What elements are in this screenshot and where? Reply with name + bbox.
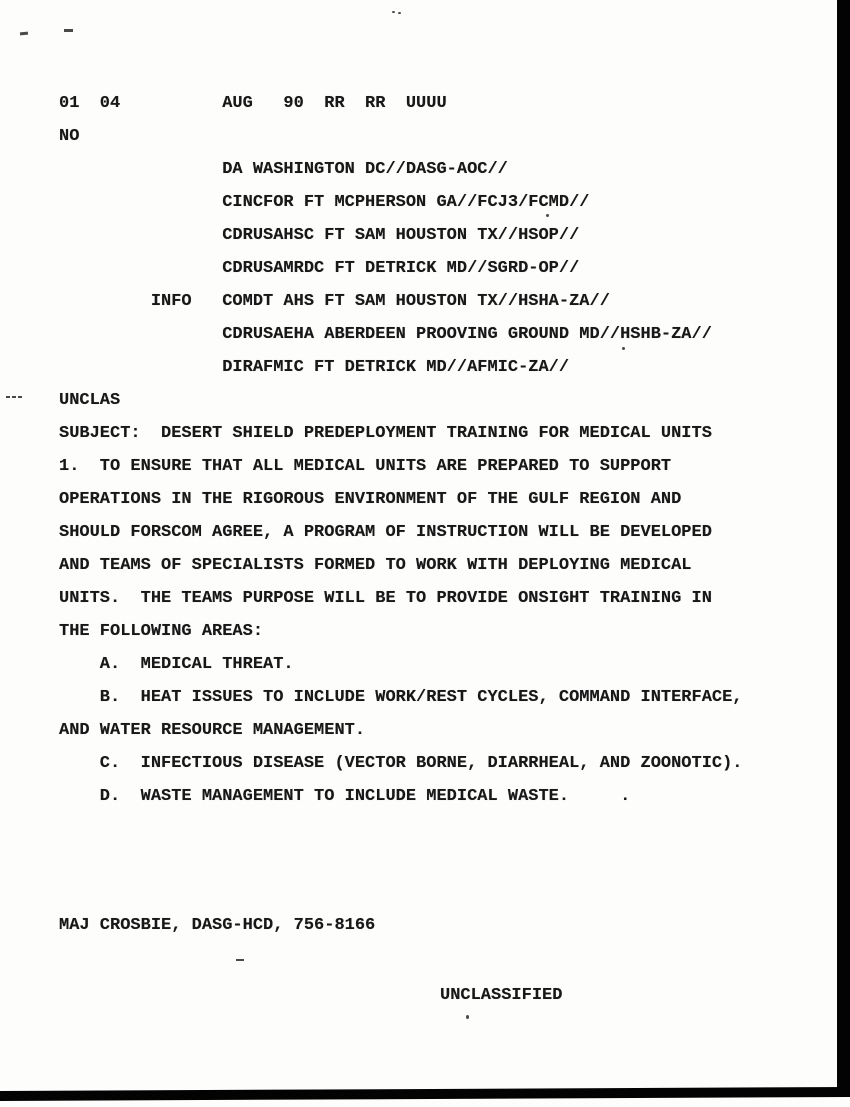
addressee-line-cdrusamrdc: CDRUSAMRDC FT DETRICK MD//SGRD-OP//: [59, 259, 580, 278]
addressee-line-cdrusahsc: CDRUSAHSC FT SAM HOUSTON TX//HSOP//: [59, 226, 580, 245]
body-paragraph-1-line-1: 1. TO ENSURE THAT ALL MEDICAL UNITS ARE PREPARED TO SUPPORT: [59, 457, 672, 476]
body-paragraph-1-line-6: THE FOLLOWING AREAS:: [59, 622, 264, 641]
subpara-c-line: C. INFECTIOUS DISEASE (VECTOR BORNE, DIARRHEAL, AND ZOONOTIC).: [59, 754, 743, 773]
body-paragraph-1-line-5: UNITS. THE TEAMS PURPOSE WILL BE TO PROVIDE ONSIGHT TRAINING IN: [59, 589, 712, 608]
subject-line: SUBJECT: DESERT SHIELD PREDEPLOYMENT TRAINING FOR MEDICAL UNITS: [59, 424, 712, 443]
scan-speck: [398, 12, 401, 14]
info-addressee-line-dirafmic: DIRAFMIC FT DETRICK MD//AFMIC-ZA//: [59, 358, 570, 377]
body-paragraph-1-line-4: AND TEAMS OF SPECIALISTS FORMED TO WORK WITH DEPLOYING MEDICAL: [59, 556, 692, 575]
info-addressee-line-comdt: INFO COMDT AHS FT SAM HOUSTON TX//HSHA-ZA//: [59, 292, 610, 311]
scan-speck: [546, 214, 549, 217]
scan-speck: [466, 1015, 469, 1019]
subpara-b-continuation-line: AND WATER RESOURCE MANAGEMENT.: [59, 721, 366, 740]
scan-speck: [18, 396, 22, 398]
addressee-line-cincfor: CINCFOR FT MCPHERSON GA//FCJ3/FCMD//: [59, 193, 590, 212]
header-timestamp-line: 01 04 AUG 90 RR RR UUUU: [59, 94, 447, 113]
header-no-line: NO: [59, 127, 80, 146]
classification-footer: UNCLASSIFIED: [440, 986, 563, 1005]
scan-speck: [20, 32, 28, 36]
info-addressee-line-cdrusaeha: CDRUSAEHA ABERDEEN PROOVING GROUND MD//HSHB-ZA//: [59, 325, 712, 344]
scan-speck: [236, 959, 244, 961]
scan-edge-bottom: [0, 1087, 850, 1101]
subpara-d-line: D. WASTE MANAGEMENT TO INCLUDE MEDICAL WASTE. .: [59, 787, 631, 806]
classification-line-unclas: UNCLAS: [59, 391, 121, 410]
subpara-b-line: B. HEAT ISSUES TO INCLUDE WORK/REST CYCLES, COMMAND INTERFACE,: [59, 688, 743, 707]
signature-contact-line: MAJ CROSBIE, DASG-HCD, 756-8166: [59, 916, 376, 935]
scan-speck: [622, 347, 625, 350]
addressee-line-da-washington: DA WASHINGTON DC//DASG-AOC//: [59, 160, 508, 179]
subpara-a-line: A. MEDICAL THREAT.: [59, 655, 294, 674]
scan-speck: [392, 11, 395, 13]
scan-edge-right: [837, 0, 850, 1097]
body-paragraph-1-line-3: SHOULD FORSCOM AGREE, A PROGRAM OF INSTRUCTION WILL BE DEVELOPED: [59, 523, 712, 542]
scan-speck: [12, 396, 16, 398]
scan-speck: [64, 29, 73, 32]
body-paragraph-1-line-2: OPERATIONS IN THE RIGOROUS ENVIRONMENT OF THE GULF REGION AND: [59, 490, 682, 509]
scan-speck: [6, 396, 10, 398]
